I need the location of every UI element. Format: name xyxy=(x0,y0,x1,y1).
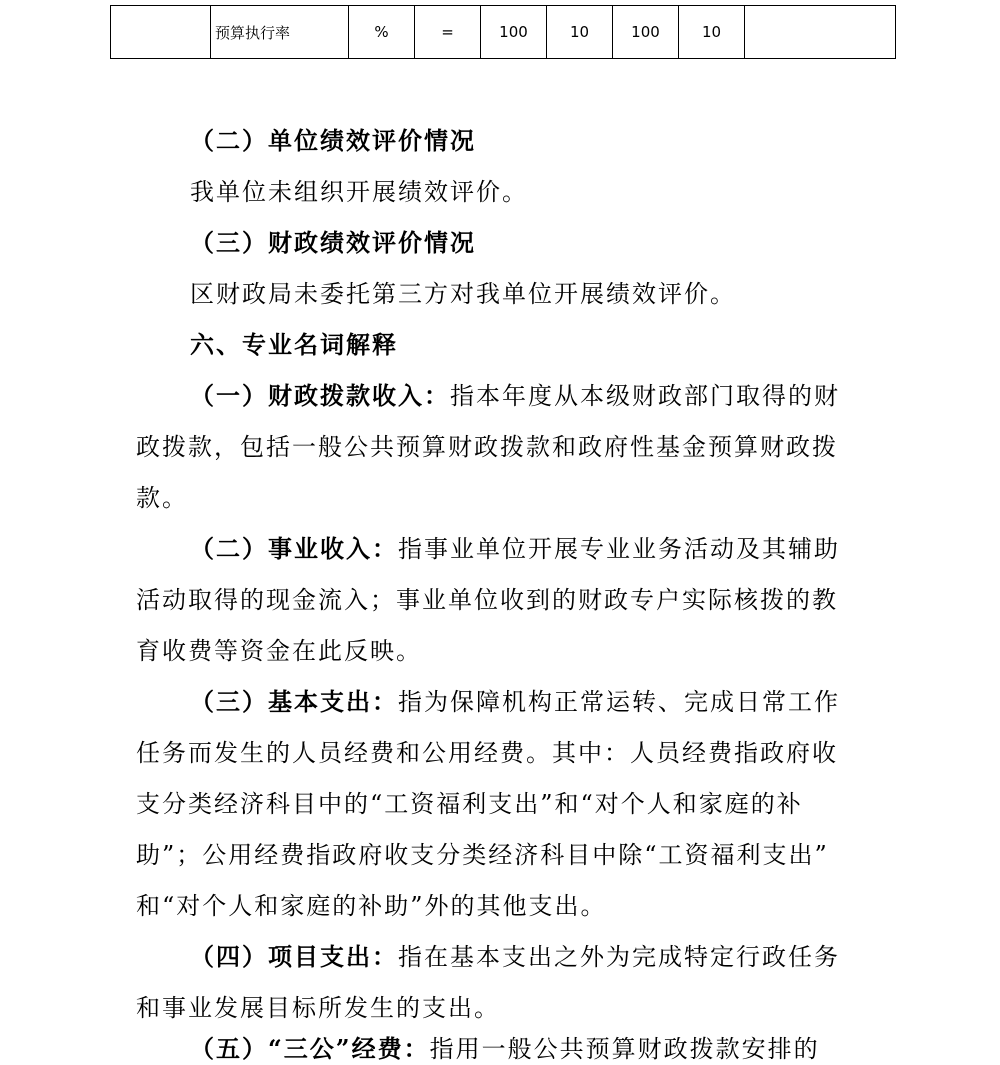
section-heading: （二）单位绩效评价情况 xyxy=(190,126,476,155)
table-cell-v3: 100 xyxy=(613,6,679,59)
table-cell-v4: 10 xyxy=(679,6,745,59)
paragraph-line: 和事业发展目标所发生的支出。 xyxy=(136,994,500,1022)
paragraph-line: 和“对个人和家庭的补助”外的其他支出。 xyxy=(136,892,607,920)
paragraph-line: 活动取得的现金流入；事业单位收到的财政专户实际核拨的教 xyxy=(136,586,838,614)
performance-table xyxy=(110,5,896,59)
table-cell-name: 预算执行率 xyxy=(211,6,349,59)
table-cell-empty xyxy=(745,6,896,59)
section-heading: （三）财政绩效评价情况 xyxy=(190,228,476,257)
table-cell-v1: 100 xyxy=(481,6,547,59)
term-text: 指本年度从本级财政部门取得的财 xyxy=(450,382,840,410)
term-text: 指用一般公共预算财政拨款安排的 xyxy=(429,1035,820,1063)
paragraph-line: 款。 xyxy=(136,484,188,512)
table-cell-empty xyxy=(111,6,211,59)
paragraph-line: 支分类经济科目中的“工资福利支出”和“对个人和家庭的补 xyxy=(136,790,803,818)
table-cell-v2: 10 xyxy=(547,6,613,59)
paragraph-line xyxy=(190,687,840,717)
term-text: 指为保障机构正常运转、完成日常工作 xyxy=(398,688,840,716)
term-label: （三）基本支出： xyxy=(190,687,398,716)
paragraph-line xyxy=(190,942,840,972)
term-label: （二）事业收入： xyxy=(190,534,398,563)
paragraph-line: 我单位未组织开展绩效评价。 xyxy=(190,178,528,206)
paragraph-line xyxy=(190,381,840,411)
term-label: （四）项目支出： xyxy=(190,942,398,971)
paragraph-line: 助”；公用经费指政府收支分类经济科目中除“工资福利支出” xyxy=(136,841,829,869)
term-text: 指事业单位开展专业业务活动及其辅助 xyxy=(398,535,840,563)
table-cell-unit: % xyxy=(349,6,415,59)
paragraph-line: 育收费等资金在此反映。 xyxy=(136,637,422,665)
paragraph-line: 任务而发生的人员经费和公用经费。其中：人员经费指政府收 xyxy=(136,739,838,767)
term-label: （五）“三公”经费： xyxy=(190,1034,430,1063)
chapter-heading: 六、专业名词解释 xyxy=(190,330,398,359)
term-label: （一）财政拨款收入： xyxy=(190,381,450,410)
paragraph-line xyxy=(190,534,840,564)
table-cell-op: = xyxy=(415,6,481,59)
paragraph-line: 政拨款，包括一般公共预算财政拨款和政府性基金预算财政拨 xyxy=(136,433,838,461)
term-text: 指在基本支出之外为完成特定行政任务 xyxy=(398,943,840,971)
paragraph-line: 区财政局未委托第三方对我单位开展绩效评价。 xyxy=(190,280,736,308)
paragraph-line xyxy=(190,1034,820,1064)
table-row xyxy=(111,6,896,59)
